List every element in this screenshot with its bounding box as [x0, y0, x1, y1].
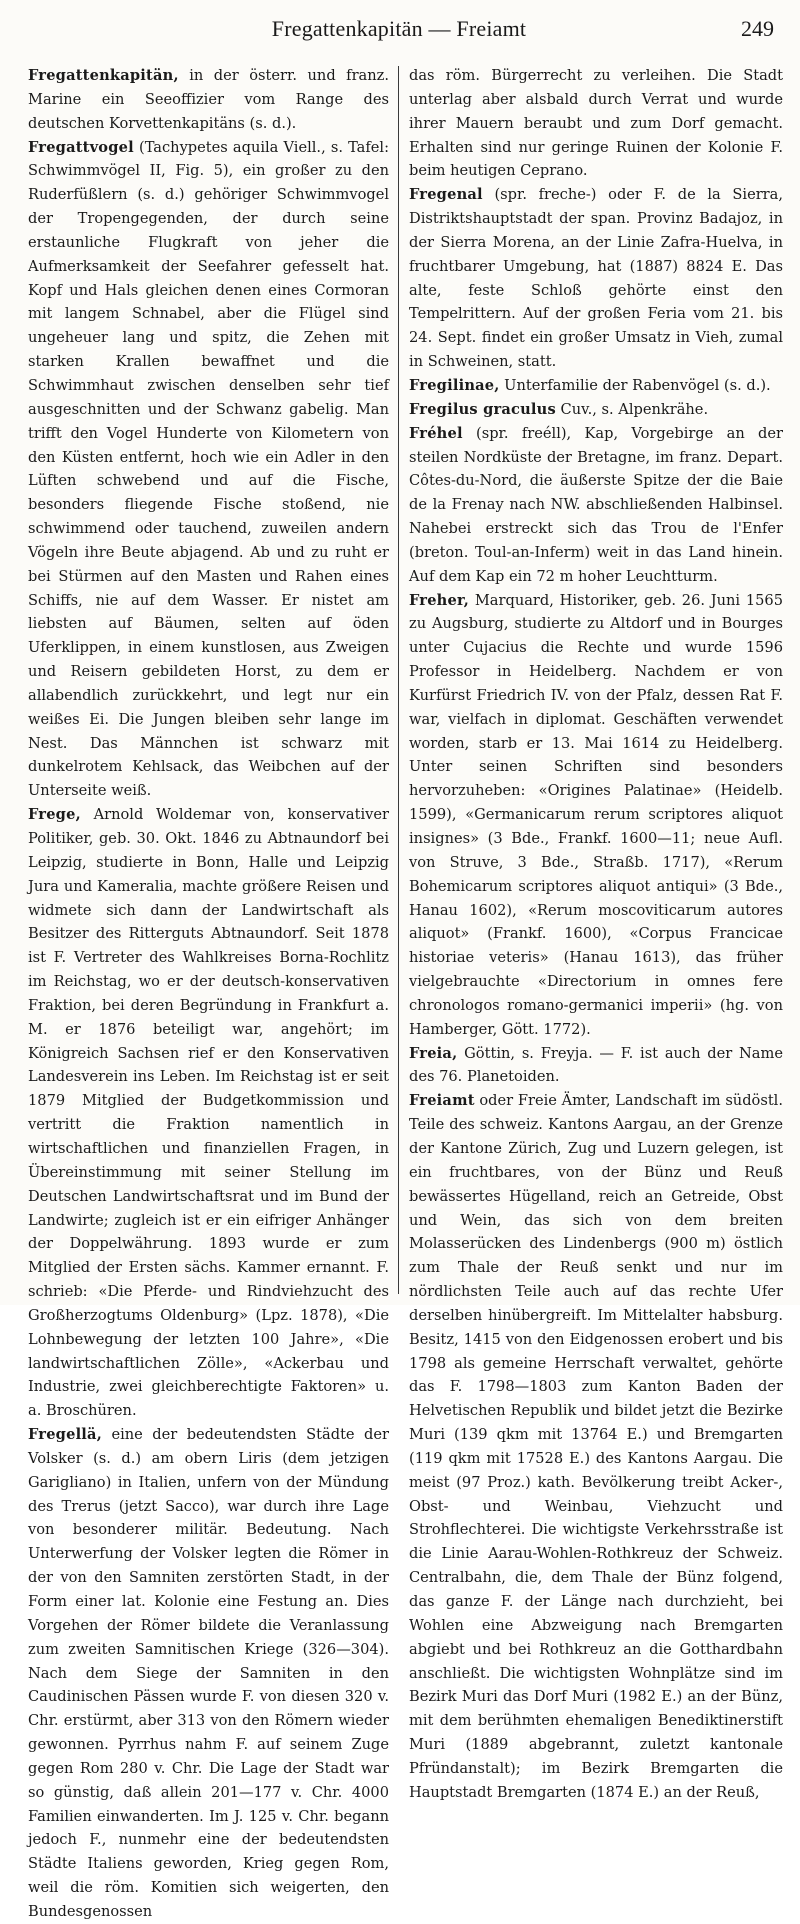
entry-fregilus-graculus	[409, 398, 783, 422]
headword: Fregenal	[409, 186, 483, 204]
entry-text: eine der bedeutendsten Städte der Volsker (s. d.) am obern Liris (dem jetzigen Garigliano) in Italien, unfern von der Mündung des Trerus (jetzt Sacco), war durch ihre Lage von besonderer militär. Bedeutung. Nach Unterwerfung der Volsker legten die Römer in der von den Samniten zerstörten Stadt, in der Form einer lat. Kolonie eine Festung an. Dies Vorgehen der Römer bildete die Veranlassung zum zweiten Samnitischen Kriege (326—304). Nach dem Siege der Samniten in den Caudinischen Pässen wurde F. von diesen 320 v. Chr. erstürmt, aber 313 von den Römern wieder gewonnen. Pyrrhus nahm F. auf seinem Zuge gegen Rom 280 v. Chr. Die Lage der Stadt war so günstig, daß allein 201—177 v. Chr. 4000 Familien einwanderten. Im J. 125 v. Chr. begann jedoch F., nunmehr eine der bedeutendsten Städte Italiens geworden, Krieg gegen Rom, weil die röm. Komitien sich weigerten, den Bundesgenossen	[28, 1426, 389, 1920]
headword: Fregattvogel	[28, 138, 134, 156]
entry-text: (Tachypetes aquila Viell., s. Tafel: Schwimmvögel II, Fig. 5), ein großer zu den Ruderfüßlern (s. d.) gehöriger Schwimmvogel der Tropengegenden, der durch seine erstaunliche Flugkraft von jeher die Aufmerksamkeit der Seefahrer gefesselt hat. Kopf und Hals gleichen denen eines Cormoran mit langem Schnabel, aber die Flügel sind ungeheuer lang und spitz, die Zehen mit starken Krallen bewaffnet und die Schwimmhaut zwischen denselben sehr tief ausgeschnitten und der Schwanz gabelig. Man trifft den Vogel Hunderte von Kilometern von den Küsten entfernt, hoch wie ein Adler in den Lüften schwebend und auf die Fische, besonders fliegende Fische stoßend, nie schwimmend oder tauchend, zuweilen andern Vögeln ihre Beute abjagend. Ab und zu ruht er bei Stürmen auf den Masten und Rahen eines Schiffs, nie auf dem Wasser. Er nistet am liebsten auf Bäumen, selten auf öden Uferklippen, in einem kunstlosen, aus Zweigen und Reisern gebildeten Horst, zu dem er allabendlich zurückkehrt, und legt nur ein weißes Ei. Die Jungen bleiben sehr lange im Nest. Das Männchen ist schwarz mit dunkelrotem Kehlsack, das Weibchen auf der Unterseite weiß.	[28, 138, 389, 800]
entry-text: (spr. freche-) oder F. de la Sierra, Distriktshauptstadt der span. Provinz Badajoz, in der Sierra Morena, an der Linie Zafra-Huelva, in fruchtbarer Umgebung, hat (1887) 8824 E. Das alte, feste Schloß gehörte einst den Tempelrittern. Auf der großen Feria vom 21. bis 24. Sept. findet ein großer Umsatz in Vieh, zumal in Schweinen, statt.	[409, 186, 783, 371]
entry-fregellae-continued	[409, 64, 783, 183]
right-column	[409, 64, 783, 1801]
entry-text: oder Freie Ämter, Landschaft im südöstl. Teile des schweiz. Kantons Aargau, an der Grenze der Kantone Zürich, Zug und Luzern gelegen, ist ein fruchtbares, von der Bünz und Reuß bewässertes Hügelland, reich an Getreide, Obst und Wein, das sich von dem breiten Molasserücken des Lindenbergs (900 m) östlich zum Thale der Reuß senkt und nur im nördlichsten Teile auch auf das rechte Ufer derselben hinübergreift. Im Mittelalter habsburg. Besitz, 1415 von den Eidgenossen erobert und bis 1798 als gemeine Herrschaft verwaltet, gehörte das F. 1798—1803 zum Kanton Baden der Helvetischen Republik und bildet jetzt die Bezirke Muri (139 qkm mit 13764 E.) und Bremgarten (119 qkm mit 17528 E.) des Kantons Aargau. Die meist (97 Proz.) kath. Bevölkerung treibt Acker-, Obst- und Weinbau, Viehzucht und Strohflechterei. Die wichtigste Verkehrsstraße ist die Linie Aarau-Wohlen-Rothkreuz der Schweiz. Centralbahn, die, dem Thale der Bünz folgend, das ganze F. der Länge nach durchzieht, bei Wohlen eine Abzweigung nach Bremgarten abgiebt und bei Rothkreuz an die Gotthardbahn anschließt. Die wichtigsten Wohnplätze sind im Bezirk Muri das Dorf Muri (1982 E.) an der Bünz, mit dem berühmten ehemaligen Benediktinerstift Muri (1889 abgebrannt, zuletzt kantonale Pfründanstalt); im Bezirk Bremgarten die Hauptstadt Bremgarten (1874 E.) an der Reuß,	[409, 1092, 783, 1801]
running-head: Fregattenkapitän — Freiamt	[271, 16, 527, 41]
headword: Freher,	[409, 591, 470, 609]
entry-text: Göttin, s. Freyja. — F. ist auch der Name des 76. Planetoiden.	[409, 1044, 783, 1086]
entry-frehel	[409, 422, 783, 589]
entry-fregellae	[28, 1423, 389, 1924]
entry-text: in der österr. und franz. Marine ein Seeoffizier vom Range des deutschen Korvettenkapitäns (s. d.).	[28, 67, 389, 132]
entry-text: Unterfamilie der Rabenvögel (s. d.).	[499, 376, 771, 394]
entry-text: Arnold Woldemar von, konservativer Politiker, geb. 30. Okt. 1846 zu Abtnaundorf bei Leipzig, studierte in Bonn, Halle und Leipzig Jura und Kameralia, machte größere Reisen und widmete sich dann der Landwirtschaft als Besitzer des Ritterguts Abtnaundorf. Seit 1878 ist F. Vertreter des Wahlkreises Borna-Rochlitz im Reichstag, wo er der deutsch-konservativen Fraktion, bei deren Begründung in Frankfurt a. M. er 1876 beteiligt war, angehört; im Königreich Sachsen rief er den Konservativen Landesverein ins Leben. Im Reichstag ist er seit 1879 Mitglied der Budgetkommission und vertritt die Fraktion namentlich in wirtschaftlichen und finanziellen Fragen, in Übereinstimmung mit seiner Stellung im Deutschen Landwirtschaftsrat und im Bund der Landwirte; zugleich ist er ein eifriger Anhänger der Doppelwährung. 1893 wurde er zum Mitglied der Ersten sächs. Kammer ernannt. F. schrieb: «Die Pferde- und Rindviehzucht des Großherzogtums Oldenburg» (Lpz. 1878), «Die Lohnbewegung der letzten 100 Jahre», «Die landwirtschaftlichen Zölle», «Ackerbau und Industrie, zwei gleichberechtigte Faktoren» u. a. Broschüren.	[28, 806, 389, 1420]
entry-freher	[409, 589, 783, 1042]
headword: Freiamt	[409, 1092, 475, 1110]
entry-fregattenkapitaen	[28, 64, 389, 136]
entry-frege	[28, 803, 389, 1423]
page-header	[24, 10, 774, 48]
entry-fregilinae	[409, 374, 783, 398]
entry-text: Cuv., s. Alpenkrähe.	[555, 400, 709, 418]
left-column	[28, 64, 389, 1920]
headword: Fregilinae,	[409, 376, 500, 394]
entry-fregattvogel	[28, 136, 389, 804]
entry-freiamt	[409, 1089, 783, 1804]
headword: Fréhel	[409, 424, 463, 442]
entry-text: (spr. freéll), Kap, Vorgebirge an der steilen Nordküste der Bretagne, im franz. Depart. Côtes-du-Nord, die äußerste Spitze der die Baie de la Frenay nach NW. abschließenden Halbinsel. Nahebei erstreckt sich das Trou de l'Enfer (breton. Toul-an-Inferm) weit in das Land hinein. Auf dem Kap ein 72 m hoher Leuchtturm.	[409, 424, 783, 585]
column-divider	[398, 66, 399, 1294]
headword: Fregilus graculus	[409, 400, 556, 418]
entry-fregenal	[409, 183, 783, 374]
headword: Freia,	[409, 1044, 458, 1062]
headword: Fregellä,	[28, 1426, 102, 1444]
page-number: 249	[741, 16, 774, 41]
entry-text: Marquard, Historiker, geb. 26. Juni 1565 zu Augsburg, studierte zu Altdorf und in Bourges unter Cujacius die Rechte und wurde 1596 Professor in Heidelberg. Nachdem er von Kurfürst Friedrich IV. von der Pfalz, dessen Rat F. war, vielfach in diplomat. Geschäften verwendet worden, starb er 13. Mai 1614 zu Heidelberg. Unter seinen Schriften sind besonders hervorzuheben: «Origines Palatinae» (Heidelb. 1599), «Germanicarum rerum scriptores aliquot insignes» (3 Bde., Frankf. 1600—11; neue Aufl. von Struve, 3 Bde., Straßb. 1717), «Rerum Bohemicarum scriptores aliquot antiqui» (3 Bde., Hanau 1602), «Rerum moscoviticarum autores aliquot» (Frankf. 1600), «Corpus Francicae historiae veteris» (Hanau 1613), das früher vielgebrauchte «Directorium in omnes fere chronologos romano-germanici imperii» (hg. von Hamberger, Gött. 1772).	[409, 591, 783, 1038]
headword: Frege,	[28, 806, 81, 824]
entry-freia	[409, 1042, 783, 1090]
headword: Fregattenkapitän,	[28, 67, 179, 84]
entry-text: das röm. Bürgerrecht zu verleihen. Die Stadt unterlag aber alsbald durch Verrat und wurde ihrer Mauern beraubt und zum Dorf gemacht. Erhalten sind nur geringe Ruinen der Kolonie F. beim heutigen Ceprano.	[409, 67, 783, 180]
